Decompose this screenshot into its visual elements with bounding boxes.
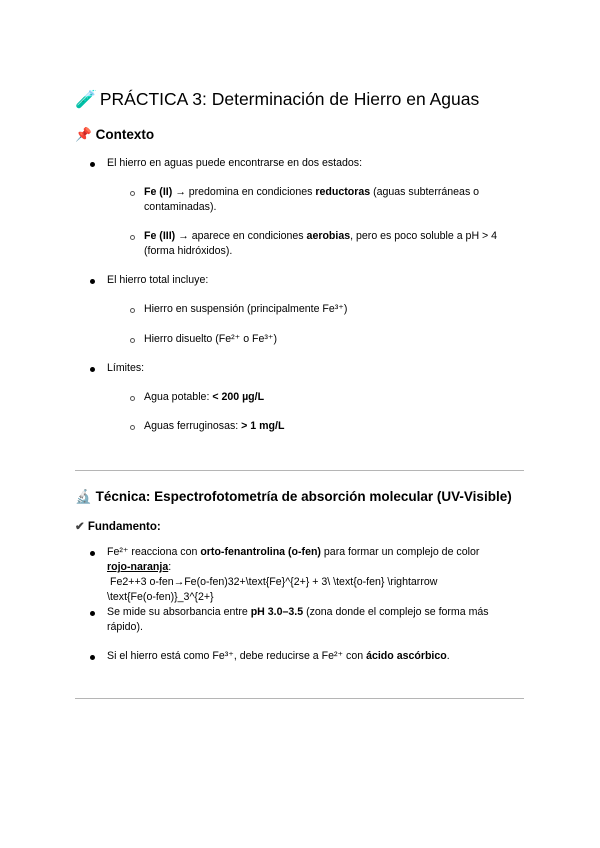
list-item-disuelto: Hierro disuelto (Fe²⁺ o Fe³⁺) xyxy=(144,333,278,345)
list-item-fe3 xyxy=(144,229,497,244)
list-item-suspension: Hierro en suspensión (principalmente Fe³⁺) xyxy=(144,303,348,315)
sub-bullet-circle xyxy=(130,425,135,430)
sub-bullet-circle xyxy=(130,396,135,401)
fe3-arrow: → xyxy=(175,230,192,242)
section-heading-tecnica-text: Técnica: Espectrofotometría de absorción molecular (UV-Visible) xyxy=(95,489,512,504)
b2-line2: rápido). xyxy=(107,621,143,633)
sub-bullet-circle xyxy=(130,338,135,343)
fe2-post: (aguas subterráneas o xyxy=(370,186,480,198)
limite1-pre: Agua potable: xyxy=(144,391,213,403)
b3-post: . xyxy=(446,650,450,662)
fe2-label: Fe (II) xyxy=(144,186,173,198)
list-item-absorbancia xyxy=(107,605,489,620)
b2-bold: pH 3.0–3.5 xyxy=(250,606,304,618)
list-item-limites: Límites: xyxy=(107,362,145,374)
pushpin-icon: 📌 xyxy=(75,127,92,142)
b1-line2-post: : xyxy=(168,561,172,573)
page-title xyxy=(75,89,479,110)
fe2-pre: predomina en condiciones xyxy=(188,186,316,198)
b1-pre: Fe²⁺ reacciona con xyxy=(107,546,201,558)
fundamento-heading xyxy=(75,519,161,533)
fe2-bold: reductoras xyxy=(315,186,371,198)
b2-pre: Se mide su absorbancia entre xyxy=(107,606,251,618)
fe2-line2: contaminadas). xyxy=(144,201,217,213)
section-heading-tecnica xyxy=(75,489,512,505)
test-tube-icon: 🧪 xyxy=(75,89,97,109)
sub-bullet-circle xyxy=(130,308,135,313)
sub-bullet-circle xyxy=(130,191,135,196)
b1-formula-line2: \text{Fe(o-fen)}_3^{2+} xyxy=(107,591,214,603)
divider xyxy=(75,698,524,699)
b1-line2 xyxy=(107,560,171,575)
list-item-aguas-ferruginosas xyxy=(144,419,284,434)
b3-pre: Si el hierro está como Fe³⁺, debe reducirse a Fe²⁺ con xyxy=(107,650,367,662)
bullet-dot xyxy=(90,162,95,167)
list-item-reaccion xyxy=(107,545,479,560)
b1-formula-line1: Fe2++3 o-fen→Fe(o-fen)32+\text{Fe}^{2+} + 3\ \text{o-fen} \rightarrow xyxy=(110,576,438,588)
page-title-text: PRÁCTICA 3: Determinación de Hierro en Aguas xyxy=(99,89,480,109)
limite1-bold: < 200 µg/L xyxy=(212,391,265,403)
section-heading-contexto xyxy=(75,127,154,143)
b2-post: (zona donde el complejo se forma más xyxy=(303,606,489,618)
b3-bold: ácido ascórbico xyxy=(366,650,447,662)
bullet-dot xyxy=(90,367,95,372)
list-item-total: El hierro total incluye: xyxy=(107,274,209,286)
limite2-bold: > 1 mg/L xyxy=(241,420,285,432)
sub-bullet-circle xyxy=(130,235,135,240)
fe3-line2: (forma hidróxidos). xyxy=(144,245,233,257)
b1-post: para formar un complejo de color xyxy=(320,546,480,558)
fe3-bold: aerobias xyxy=(306,230,351,242)
fe3-label: Fe (III) xyxy=(144,230,176,242)
bullet-dot xyxy=(90,611,95,616)
limite2-pre: Aguas ferruginosas: xyxy=(144,420,242,432)
fe3-pre: aparece en condiciones xyxy=(191,230,307,242)
list-item-agua-potable xyxy=(144,390,264,405)
b1-line2-bold: rojo-naranja xyxy=(107,561,169,573)
b1-bold: orto-fenantrolina (o-fen) xyxy=(200,546,321,558)
section-heading-contexto-text: Contexto xyxy=(95,127,155,142)
bullet-dot xyxy=(90,551,95,556)
list-item-estados: El hierro en aguas puede encontrarse en dos estados: xyxy=(107,157,363,169)
bullet-dot xyxy=(90,279,95,284)
fe3-post: , pero es poco soluble a pH > 4 xyxy=(350,230,498,242)
microscope-icon: 🔬 xyxy=(75,489,92,504)
fundamento-text: Fundamento: xyxy=(87,521,161,533)
list-item-fe2 xyxy=(144,185,479,200)
fe2-arrow: → xyxy=(172,186,189,198)
divider xyxy=(75,470,524,471)
list-item-reduccion xyxy=(107,649,450,664)
bullet-dot xyxy=(90,655,95,660)
check-mark-icon: ✔ xyxy=(75,521,85,533)
